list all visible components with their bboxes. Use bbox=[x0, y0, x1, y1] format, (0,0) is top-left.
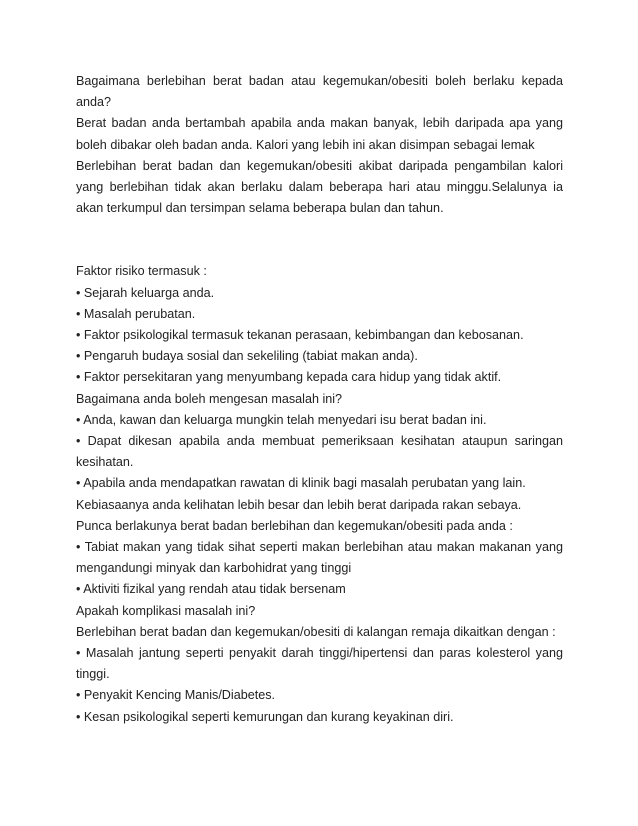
list-item: • Masalah perubatan. bbox=[76, 306, 196, 321]
list-item: • Tabiat makan yang tidak sihat seperti makan berlebihan atau makan makanan yang mengandungi minyak dan karbohidrat yang tinggi bbox=[76, 540, 563, 576]
list-item: • Pengaruh budaya sosial dan sekeliling (tabiat makan anda). bbox=[76, 349, 418, 364]
heading-risk-factors: Faktor risiko termasuk : bbox=[76, 264, 207, 279]
heading-detection: Bagaimana anda boleh mengesan masalah ini? bbox=[76, 391, 343, 406]
intro-paragraph-accumulation: Berlebihan berat badan dan kegemukan/obesiti akibat daripada pengambilan kalori yang berlebihan tidak akan berlaku dalam beberapa hari atau minggu.Selalunya ia akan terkumpul dan tersimpan selama beberapa bulan dan tahun. bbox=[76, 158, 563, 216]
list-item: • Sejarah keluarga anda. bbox=[76, 285, 215, 300]
body-text: Berlebihan berat badan dan kegemukan/obesiti di kalangan remaja dikaitkan dengan : bbox=[76, 624, 556, 639]
list-item: • Apabila anda mendapatkan rawatan di klinik bagi masalah perubatan yang lain. bbox=[76, 476, 526, 491]
list-item: • Kesan psikologikal seperti kemurungan dan kurang keyakinan diri. bbox=[76, 709, 454, 724]
list-item: • Aktiviti fizikal yang rendah atau tidak bersenam bbox=[76, 582, 346, 597]
body-text: Kebiasaanya anda kelihatan lebih besar dan lebih berat daripada rakan sebaya. bbox=[76, 497, 522, 512]
document-page bbox=[76, 71, 563, 728]
intro-paragraph-calories: Berat badan anda bertambah apabila anda makan banyak, lebih daripada apa yang boleh dibakar oleh badan anda. Kalori yang lebih ini akan disimpan sebagai lemak bbox=[76, 116, 563, 152]
list-item: • Masalah jantung seperti penyakit darah tinggi/hipertensi dan paras kolesterol yang tinggi. bbox=[76, 646, 563, 682]
heading-complications: Apakah komplikasi masalah ini? bbox=[76, 603, 256, 618]
list-item: • Dapat dikesan apabila anda membuat pemeriksaan kesihatan ataupun saringan kesihatan. bbox=[76, 434, 563, 470]
list-item: • Anda, kawan dan keluarga mungkin telah menyedari isu berat badan ini. bbox=[76, 412, 487, 427]
intro-question: Bagaimana berlebihan berat badan atau kegemukan/obesiti boleh berlaku kepada anda? bbox=[76, 74, 563, 110]
list-item: • Faktor psikologikal termasuk tekanan perasaan, kebimbangan dan kebosanan. bbox=[76, 328, 524, 343]
list-item: • Penyakit Kencing Manis/Diabetes. bbox=[76, 688, 276, 703]
paragraph-gap bbox=[76, 219, 563, 261]
list-item: • Faktor persekitaran yang menyumbang kepada cara hidup yang tidak aktif. bbox=[76, 370, 502, 385]
heading-causes: Punca berlakunya berat badan berlebihan dan kegemukan/obesiti pada anda : bbox=[76, 518, 513, 533]
